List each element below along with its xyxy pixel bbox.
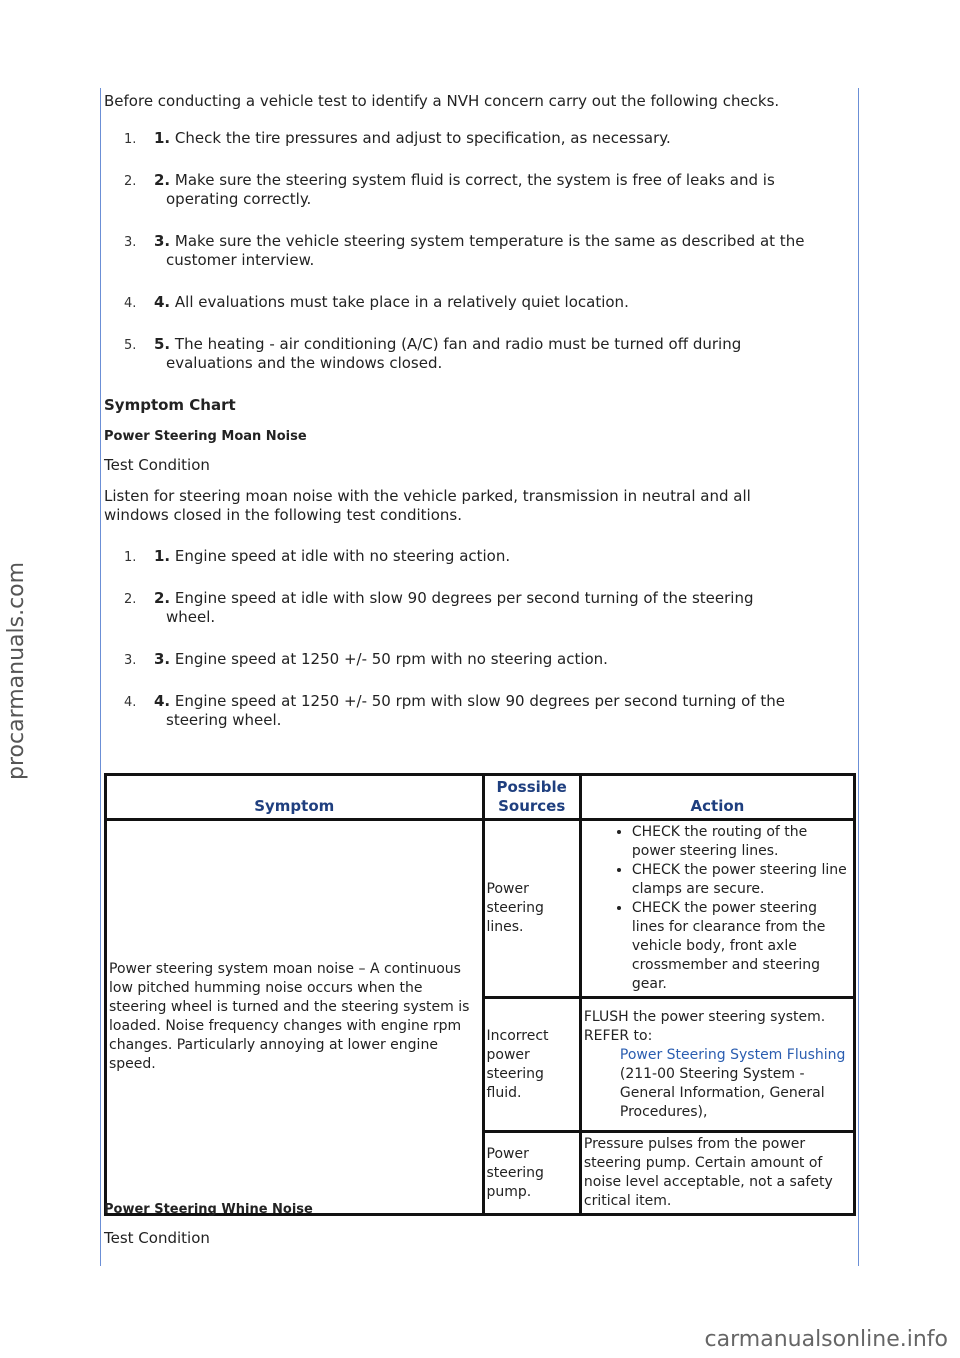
step-label: 2. [154,171,171,189]
action-column-header: Action [580,775,854,820]
list-item [104,293,856,312]
list-number: 3. [124,235,137,250]
step-label: 2. [154,589,171,607]
test-step-list [104,547,856,730]
step-text-continued: wheel. [166,608,216,626]
moan-noise-heading: Power Steering Moan Noise [104,429,307,444]
listen-line-2: windows closed in the following test conditions. [104,506,462,524]
step-text: Engine speed at idle with no steering action. [170,547,511,565]
test-condition-heading: Test Condition [104,456,210,474]
step-text-continued: evaluations and the windows closed. [166,354,443,372]
test-condition-heading-2: Test Condition [104,1229,210,1247]
step-text: Engine speed at 1250 +/- 50 rpm with slow 90 degrees per second turning of the [170,692,786,710]
list-number: 4. [124,296,137,311]
step-label: 4. [154,692,171,710]
action-bullet-list [584,823,851,994]
reference-text: (211-00 Steering System - General Information, General Procedures), [619,1065,825,1120]
symptom-cell: Power steering system moan noise – A continuous low pitched humming noise occurs when the steering wheel is turned and the steering system is loaded. Noise frequency changes with engine rpm changes. Particularly annoying at lower engine speed. [106,820,484,1215]
whine-section [104,1202,856,1259]
step-text: Engine speed at idle with slow 90 degrees per second turning of the steering [170,589,754,607]
step-text: All evaluations must take place in a relatively quiet location. [170,293,629,311]
list-number: 3. [124,653,137,668]
list-number: 5. [124,338,137,353]
flush-instruction: FLUSH the power steering system. [583,1008,826,1025]
step-label: 3. [154,232,171,250]
action-cell [580,820,854,998]
source-cell: Incorrect power steering fluid. [483,998,580,1132]
step-text-continued: steering wheel. [166,711,282,729]
list-item: • CHECK the power steering lines for clearance from the vehicle body, front axle crossmember and steering gear. [632,899,851,994]
step-text: Check the tire pressures and adjust to specification, as necessary. [170,129,671,147]
power-steering-flushing-link[interactable]: Power Steering System Flushing [619,1046,846,1063]
list-item [104,589,856,627]
listen-line-1: Listen for steering moan noise with the vehicle parked, transmission in neutral and all [104,487,751,505]
step-text: Make sure the vehicle steering system temperature is the same as described at the [170,232,805,250]
step-label: 5. [154,335,171,353]
list-number: 2. [124,174,137,189]
step-text-continued: customer interview. [166,251,315,269]
action-cell: Pressure pulses from the power steering pump. Certain amount of noise level acceptable, not a safety critical item. [580,1132,854,1215]
list-item: • CHECK the power steering line clamps are secure. [632,861,851,899]
step-text: Make sure the steering system fluid is correct, the system is free of leaks and is [170,171,775,189]
symptom-table [104,773,856,1216]
reference-block [584,1046,851,1122]
step-label: 3. [154,650,171,668]
left-margin-rule [100,88,101,1266]
list-item [104,171,856,209]
list-item: • CHECK the routing of the power steering lines. [632,823,851,861]
listen-paragraph [104,487,856,525]
list-item [104,692,856,730]
table-header-row [106,775,855,820]
step-label: 1. [154,129,171,147]
list-number: 2. [124,592,137,607]
sources-header-line-2: Sources [498,797,566,815]
bottom-watermark: carmanualsonline.info [704,1327,948,1352]
refer-label: REFER to: [583,1027,653,1044]
source-cell: Power steering pump. [483,1132,580,1215]
list-number: 1. [124,550,137,565]
intro-paragraph: Before conducting a vehicle test to identify a NVH concern carry out the following checks. [104,92,780,110]
pre-check-list [104,129,856,373]
list-item [104,232,856,270]
list-number: 1. [124,132,137,147]
step-text: Engine speed at 1250 +/- 50 rpm with no steering action. [170,650,608,668]
table-row [106,820,855,998]
source-cell: Power steering lines. [483,820,580,998]
sources-column-header [483,775,580,820]
step-text: The heating - air conditioning (A/C) fan and radio must be turned off during [170,335,742,353]
symptom-chart-heading: Symptom Chart [104,396,236,414]
sources-header-line-1: Possible [496,778,567,796]
list-item [104,129,856,148]
step-label: 4. [154,293,171,311]
step-text-continued: operating correctly. [166,190,312,208]
list-item [104,650,856,669]
document-body [104,92,856,753]
symptom-column-header: Symptom [106,775,484,820]
list-item [104,547,856,566]
side-watermark: procarmanuals.com [4,561,29,780]
action-cell [580,998,854,1132]
step-label: 1. [154,547,171,565]
right-margin-rule [858,88,859,1266]
list-item [104,335,856,373]
list-number: 4. [124,695,137,710]
whine-noise-heading: Power Steering Whine Noise [104,1202,313,1217]
